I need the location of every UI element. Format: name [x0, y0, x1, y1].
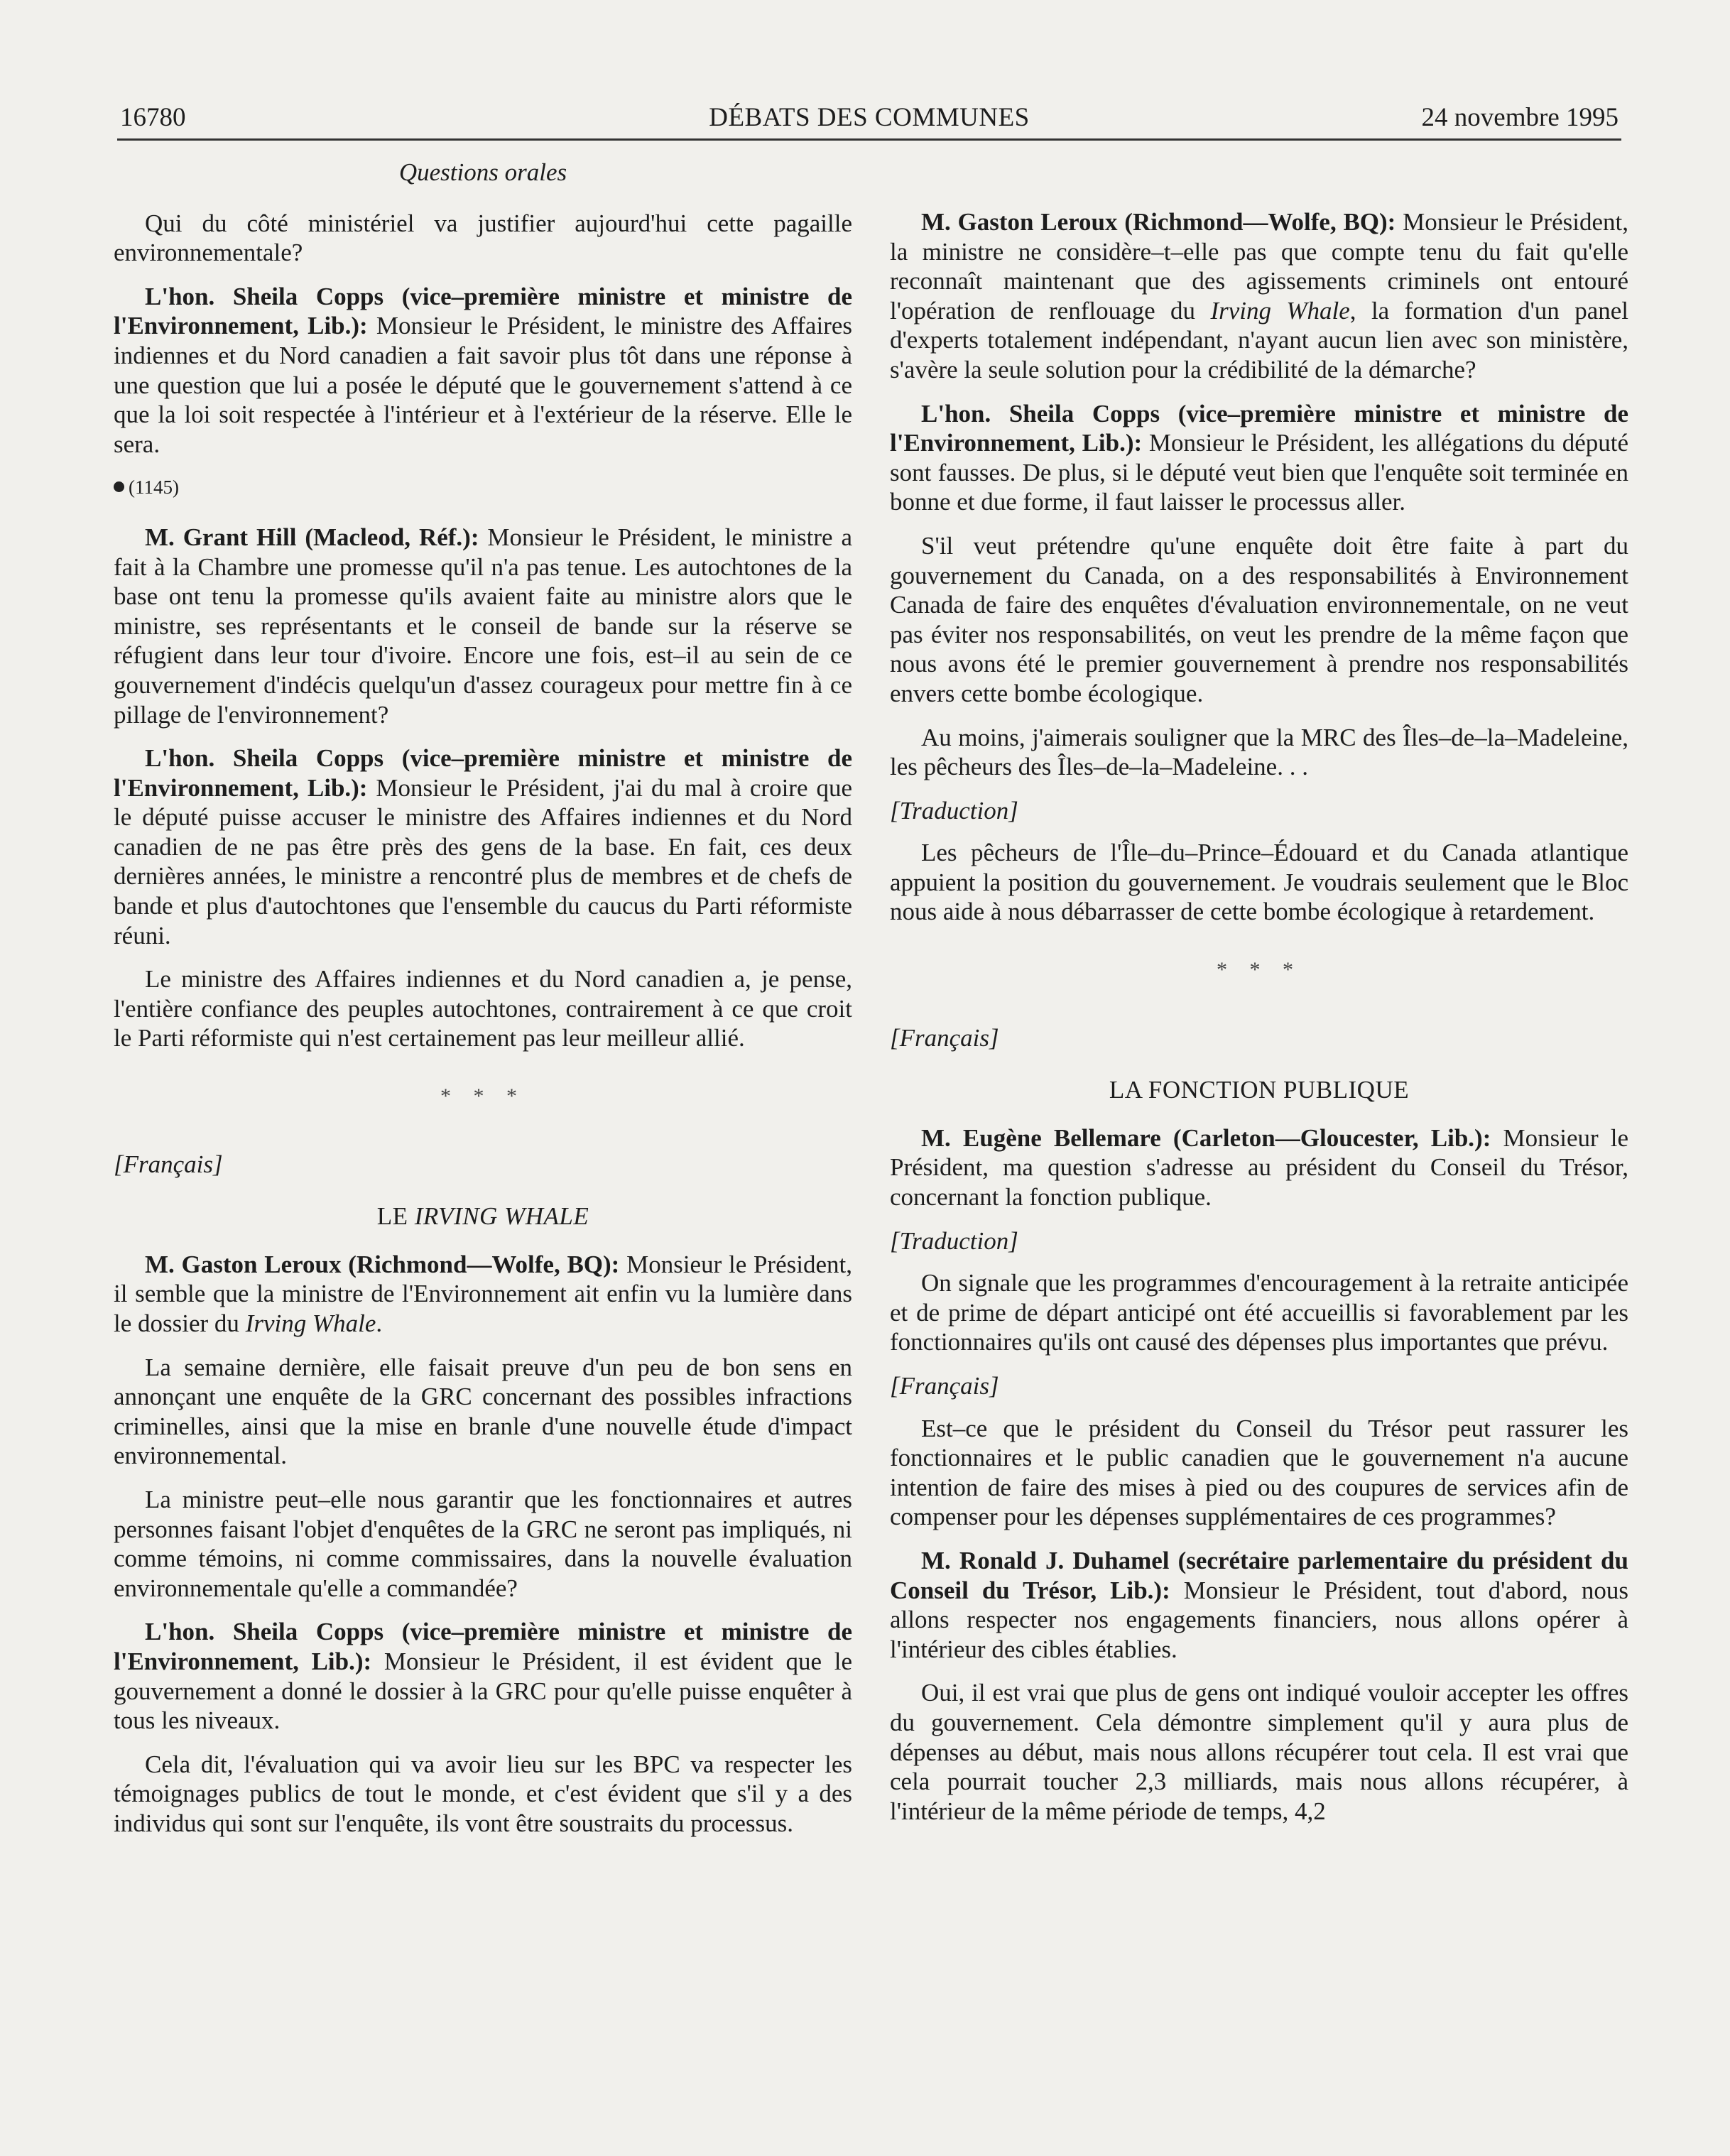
speech-text: Monsieur le Président, j'ai du mal à croire que le député puisse accuser le ministre des Affaires indiennes et du Nord canadien de ne pas être près des gens de la base. En fait, ces deux dernières années, le ministre a rencontré plus de membres et de chefs de bande et plus d'autochtones que l'ensemble du caucus du Parti réformiste réuni.	[114, 773, 852, 949]
time-stamp: (1145)	[129, 477, 179, 499]
bullet-icon	[114, 481, 124, 492]
speech-text: .	[376, 1310, 383, 1337]
paragraph: Cela dit, l'évaluation qui va avoir lieu sur les BPC va respecter les témoignages publics de tout le monde, et c'est évident que s'il y a des individus qui sont sur l'enquête, ils vont être soustraits du processus.	[114, 1750, 852, 1837]
paragraph	[114, 523, 852, 729]
speaker-name: M. Gaston Leroux (Richmond—Wolfe, BQ):	[145, 1250, 620, 1278]
paragraph: La ministre peut–elle nous garantir que les fonctionnaires et autres personnes faisant l'objet d'enquêtes de la GRC ne seront pas impliqués, ni comme témoins, ni comme commissaires, dans la nouvelle évaluation environnementale qu'elle a commandée?	[114, 1485, 852, 1602]
paragraph	[890, 207, 1628, 385]
heading-prefix: LE	[376, 1202, 415, 1231]
paragraph: La semaine dernière, elle faisait preuve d'un peu de bon sens en annonçant une enquête de la GRC concernant des possibles infractions criminelles, ainsi que la mise en branle d'une nouvelle étude d'impact environnemental.	[114, 1353, 852, 1470]
language-label: [Traduction]	[890, 1226, 1018, 1255]
paragraph	[890, 1123, 1628, 1212]
speech-text: Monsieur le Président, la ministre ne considère–t–elle pas que compte tenu du fait qu'elle reconnaît maintenant que des agissements criminels ont entouré l'opération de renflouage du	[890, 208, 1628, 325]
paragraph: Qui du côté ministériel va justifier aujourd'hui cette pagaille environnementale?	[114, 209, 852, 267]
speech-text: Monsieur le Président, il semble que la ministre de l'Environnement ait enfin vu la lumière dans le dossier du	[114, 1250, 852, 1337]
speaker-name: M. Eugène Bellemare (Carleton—Gloucester, Lib.):	[921, 1123, 1491, 1152]
language-label: [Français]	[114, 1150, 223, 1178]
right-column	[890, 158, 1628, 1840]
header-rule	[117, 138, 1621, 141]
speech-text: Monsieur le Président, les allégations du député sont fausses. De plus, si le député veut bien que l'enquête soit terminée en bonne et due forme, il faut laisser le processus aller.	[890, 429, 1628, 516]
speaker-name: L'hon. Sheila Copps (vice–première ministre et ministre de l'Environnement, Lib.):	[114, 744, 852, 802]
paragraph: On signale que les programmes d'encouragement à la retraite anticipée et de prime de départ anticipé ont été accueillis si favorablement par les fonctionnaires qu'ils ont causé des dépenses plus importantes que prévu.	[890, 1269, 1628, 1356]
page-number: 16780	[120, 103, 186, 132]
paragraph: Les pêcheurs de l'Île–du–Prince–Édouard et du Canada atlantique appuient la position du gouvernement. Je voudrais seulement que le Bloc nous aide à nous débarrasser de cette bombe écologique à retardement.	[890, 839, 1628, 926]
left-column	[114, 158, 852, 1853]
section-heading	[114, 1202, 852, 1231]
ship-name: Irving Whale	[1210, 296, 1350, 325]
speaker-name: L'hon. Sheila Copps (vice–première ministre et ministre de l'Environnement, Lib.):	[114, 282, 852, 340]
section-divider: * * *	[1217, 958, 1302, 982]
language-label: [Français]	[890, 1372, 999, 1400]
paragraph: Est–ce que le président du Conseil du Trésor peut rassurer les fonctionnaires et le public canadien que le gouvernement n'a aucune intention de faire des mises à pied ou des coupures de services afin de compenser pour les dépenses supplémentaires de ces programmes?	[890, 1414, 1628, 1531]
speaker-name: L'hon. Sheila Copps (vice–première ministre et ministre de l'Environnement, Lib.):	[890, 399, 1628, 457]
paragraph: S'il veut prétendre qu'une enquête doit être faite à part du gouvernement du Canada, on a des responsabilités à Environnement Canada de faire des enquêtes d'évaluation environnementale, on ne veut pas éviter nos responsabilités, on veut les prendre de la même façon que nous avons été le premier gouvernement à prendre nos responsabilités envers cette bombe écologique.	[890, 531, 1628, 707]
time-marker	[114, 473, 852, 503]
speech-text: Monsieur le Président, tout d'abord, nous allons respecter nos engagements financiers, nous allons opérer à l'intérieur des cibles établies.	[890, 1576, 1628, 1663]
language-label: [Français]	[890, 1023, 999, 1052]
page-header	[117, 98, 1621, 136]
publication-title: DÉBATS DES COMMUNES	[709, 103, 1030, 132]
speaker-name: M. Grant Hill (Macleod, Réf.):	[145, 523, 479, 551]
speaker-name: M. Gaston Leroux (Richmond—Wolfe, BQ):	[921, 208, 1396, 236]
speech-text: , la formation d'un panel d'experts totalement indépendant, n'ayant aucun lien avec son ministère, s'avère la seule solution pour la crédibilité de la démarche?	[890, 296, 1628, 383]
ship-name: Irving Whale	[245, 1310, 376, 1337]
language-label: [Traduction]	[890, 796, 1018, 824]
speech-text: Monsieur le Président, le ministre des Affaires indiennes et du Nord canadien a fait savoir plus tôt dans une réponse à une question que lui a posée le député que le gouvernement s'attend à ce que la loi soit respectée à l'intérieur et à l'extérieur de la réserve. Elle le sera.	[114, 312, 852, 458]
speech-text: Monsieur le Président, le ministre a fait à la Chambre une promesse qu'il n'a pas tenue. Les autochtones de la base ont tenu la promesse qu'ils avaient faite au ministre alors que le ministre, ses représentants et le conseil de bande sur la réserve se réfugient dans leur tour d'ivoire. Encore une fois, est–il au sein de ce gouvernement d'indécis quelqu'un d'assez courageux pour mettre fin à ce pillage de l'environnement?	[114, 523, 852, 729]
paragraph	[890, 1546, 1628, 1664]
speech-text: Monsieur le Président, ma question s'adresse au président du Conseil du Trésor, concernant la fonction publique.	[890, 1123, 1629, 1212]
paragraph	[114, 1250, 852, 1339]
paragraph	[890, 399, 1628, 517]
speaker-name: M. Ronald J. Duhamel (secrétaire parlementaire du président du Conseil du Trésor, Lib.):	[890, 1546, 1628, 1604]
paragraph: Au moins, j'aimerais souligner que la MRC des Îles–de–la–Madeleine, les pêcheurs des Îles–de–la–Madeleine. . .	[890, 723, 1628, 781]
paragraph	[114, 1617, 852, 1735]
paragraph	[114, 282, 852, 459]
paragraph: Oui, il est vrai que plus de gens ont indiqué vouloir accepter les offres du gouvernement. Cela démontre simplement qu'il y aura plus de dépenses au début, mais nous allons récupérer tout cela. Il est vrai que cela pourrait toucher 2,3 milliards, mais nous allons récupérer, à l'intérieur de la même période de temps, 4,2	[890, 1679, 1628, 1825]
speech-text: Monsieur le Président, il est évident que le gouvernement a donné le dossier à la GRC pour qu'elle puisse enquêter à tous les niveaux.	[114, 1647, 852, 1735]
section-heading: LA FONCTION PUBLIQUE	[1109, 1076, 1410, 1104]
running-head: Questions orales	[398, 158, 567, 186]
paragraph: Le ministre des Affaires indiennes et du Nord canadien a, je pense, l'entière confiance des peuples autochtones, contrairement à ce que croit le Parti réformiste qui n'est certainement pas leur meilleur allié.	[114, 965, 852, 1052]
speaker-name: L'hon. Sheila Copps (vice–première ministre et ministre de l'Environnement, Lib.):	[114, 1618, 852, 1675]
section-divider: * * *	[440, 1084, 526, 1109]
publication-date: 24 novembre 1995	[1421, 103, 1619, 132]
paragraph	[114, 744, 852, 950]
heading-italic: IRVING WHALE	[414, 1202, 589, 1231]
